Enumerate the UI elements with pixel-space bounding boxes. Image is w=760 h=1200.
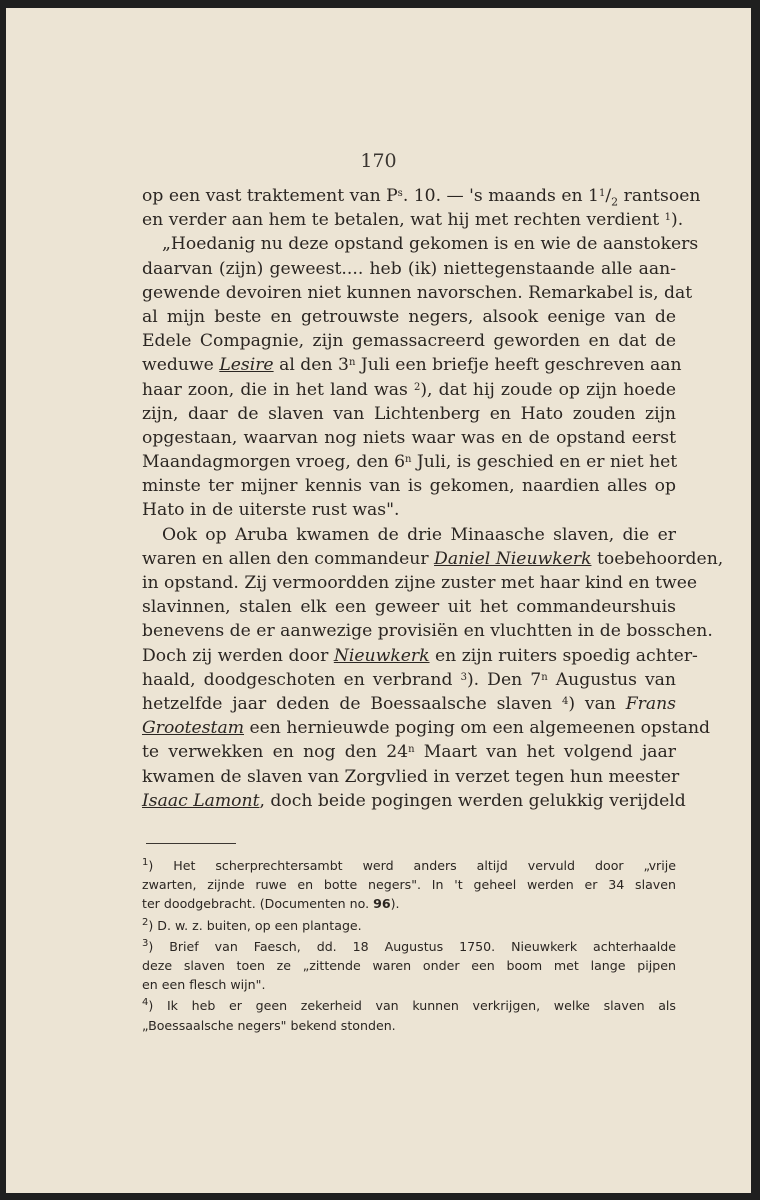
- text-line: al mijn beste en getrouwste negers, alsook eenige van de: [142, 306, 676, 327]
- text-line: te verwekken en nog den 24$^n$ Maart van het volgend jaar: [142, 742, 676, 763]
- footnote-line: $^2$) D. w. z. buiten, op een plantage.: [142, 916, 362, 933]
- body-text: [142, 184, 724, 813]
- text-line: Isaac Lamont, doch beide pogingen werden gelukkig verijdeld: [142, 790, 686, 811]
- footnote-line: deze slaven toen ze „zittende waren onder een boom met lange pijpen: [142, 957, 676, 973]
- footnote-line: ter doodgebracht. (Documenten no. 96).: [142, 896, 400, 912]
- text-line: daarvan (zijn) geweest.... heb (ik) niettegenstaande alle aan-: [142, 258, 676, 279]
- text-line: zijn, daar de slaven van Lichtenberg en Hato zouden zijn: [142, 403, 676, 424]
- text-line: en verder aan hem te betalen, wat hij met rechten verdient $^1$).: [142, 210, 684, 231]
- footnote-line: $^1$) Het scherprechtersambt werd anders altijd vervuld door „vrije: [142, 857, 676, 873]
- text-line: Maandagmorgen vroeg, den 6$^n$ Juli, is geschied en er niet het: [142, 452, 678, 473]
- text-line: opgestaan, waarvan nog niets waar was en de opstand eerst: [142, 427, 676, 448]
- text-line: Ook op Aruba kwamen de drie Minaasche slaven, die er: [162, 524, 676, 545]
- text-line: haald, doodgeschoten en verbrand $^3$). Den 7$^n$ Augustus van: [142, 669, 676, 690]
- text-line: Edele Compagnie, zijn gemassacreerd geworden en dat de: [142, 331, 676, 352]
- text-line: waren en allen den commandeur Daniel Nieuwkerk toebehoorden,: [142, 548, 724, 569]
- text-line: kwamen de slaven van Zorgvlied in verzet tegen hun meester: [142, 766, 680, 787]
- text-line: weduwe Lesire al den 3$^n$ Juli een briefje heeft geschreven aan: [142, 355, 682, 376]
- text-line: hetzelfde jaar deden de Boessaalsche slaven $^4$) van Frans: [142, 693, 676, 714]
- text-line: gewende devoiren niet kunnen navorschen. Remarkabel is, dat: [142, 282, 693, 303]
- footnote-line: en een flesch wijn".: [142, 977, 266, 993]
- footnotes: [142, 856, 676, 1035]
- footnote-line: $^3$) Brief van Faesch, dd. 18 Augustus 1750. Nieuwkerk achterhaalde: [142, 937, 676, 954]
- page-number: 170: [360, 150, 397, 172]
- text-line: „Hoedanig nu deze opstand gekomen is en wie de aanstokers: [162, 234, 699, 255]
- book-page: [6, 8, 751, 1193]
- footnote-line: $^4$) Ik heb er geen zekerheid van kunnen verkrijgen, welke slaven als: [142, 997, 676, 1014]
- text-line: benevens de er aanwezige provisiën en vluchtten in de bosschen.: [142, 621, 713, 642]
- text-line: haar zoon, die in het land was $^2$), dat hij zoude op zijn hoede: [142, 379, 676, 400]
- text-line: Doch zij werden door Nieuwkerk en zijn ruiters spoedig achter-: [142, 645, 698, 666]
- text-line: slavinnen, stalen elk een geweer uit het commandeurshuis: [142, 597, 676, 618]
- text-line: Hato in de uiterste rust was".: [142, 500, 400, 521]
- footnote-line: zwarten, zijnde ruwe en botte negers". In 't geheel werden er 34 slaven: [142, 877, 676, 893]
- text-line: op een vast traktement van $P^s$. 10. — 's maands en $1^1/_2$ rantsoen: [142, 186, 701, 209]
- footnote-divider: [146, 843, 236, 844]
- text-line: in opstand. Zij vermoordden zijne zuster met haar kind en twee: [142, 573, 698, 593]
- footnote-line: „Boessaalsche negers" bekend stonden.: [142, 1017, 396, 1033]
- text-line: Grootestam een hernieuwde poging om een algemeenen opstand: [142, 718, 711, 739]
- text-line: minste ter mijner kennis van is gekomen, naardien alles op: [142, 476, 676, 497]
